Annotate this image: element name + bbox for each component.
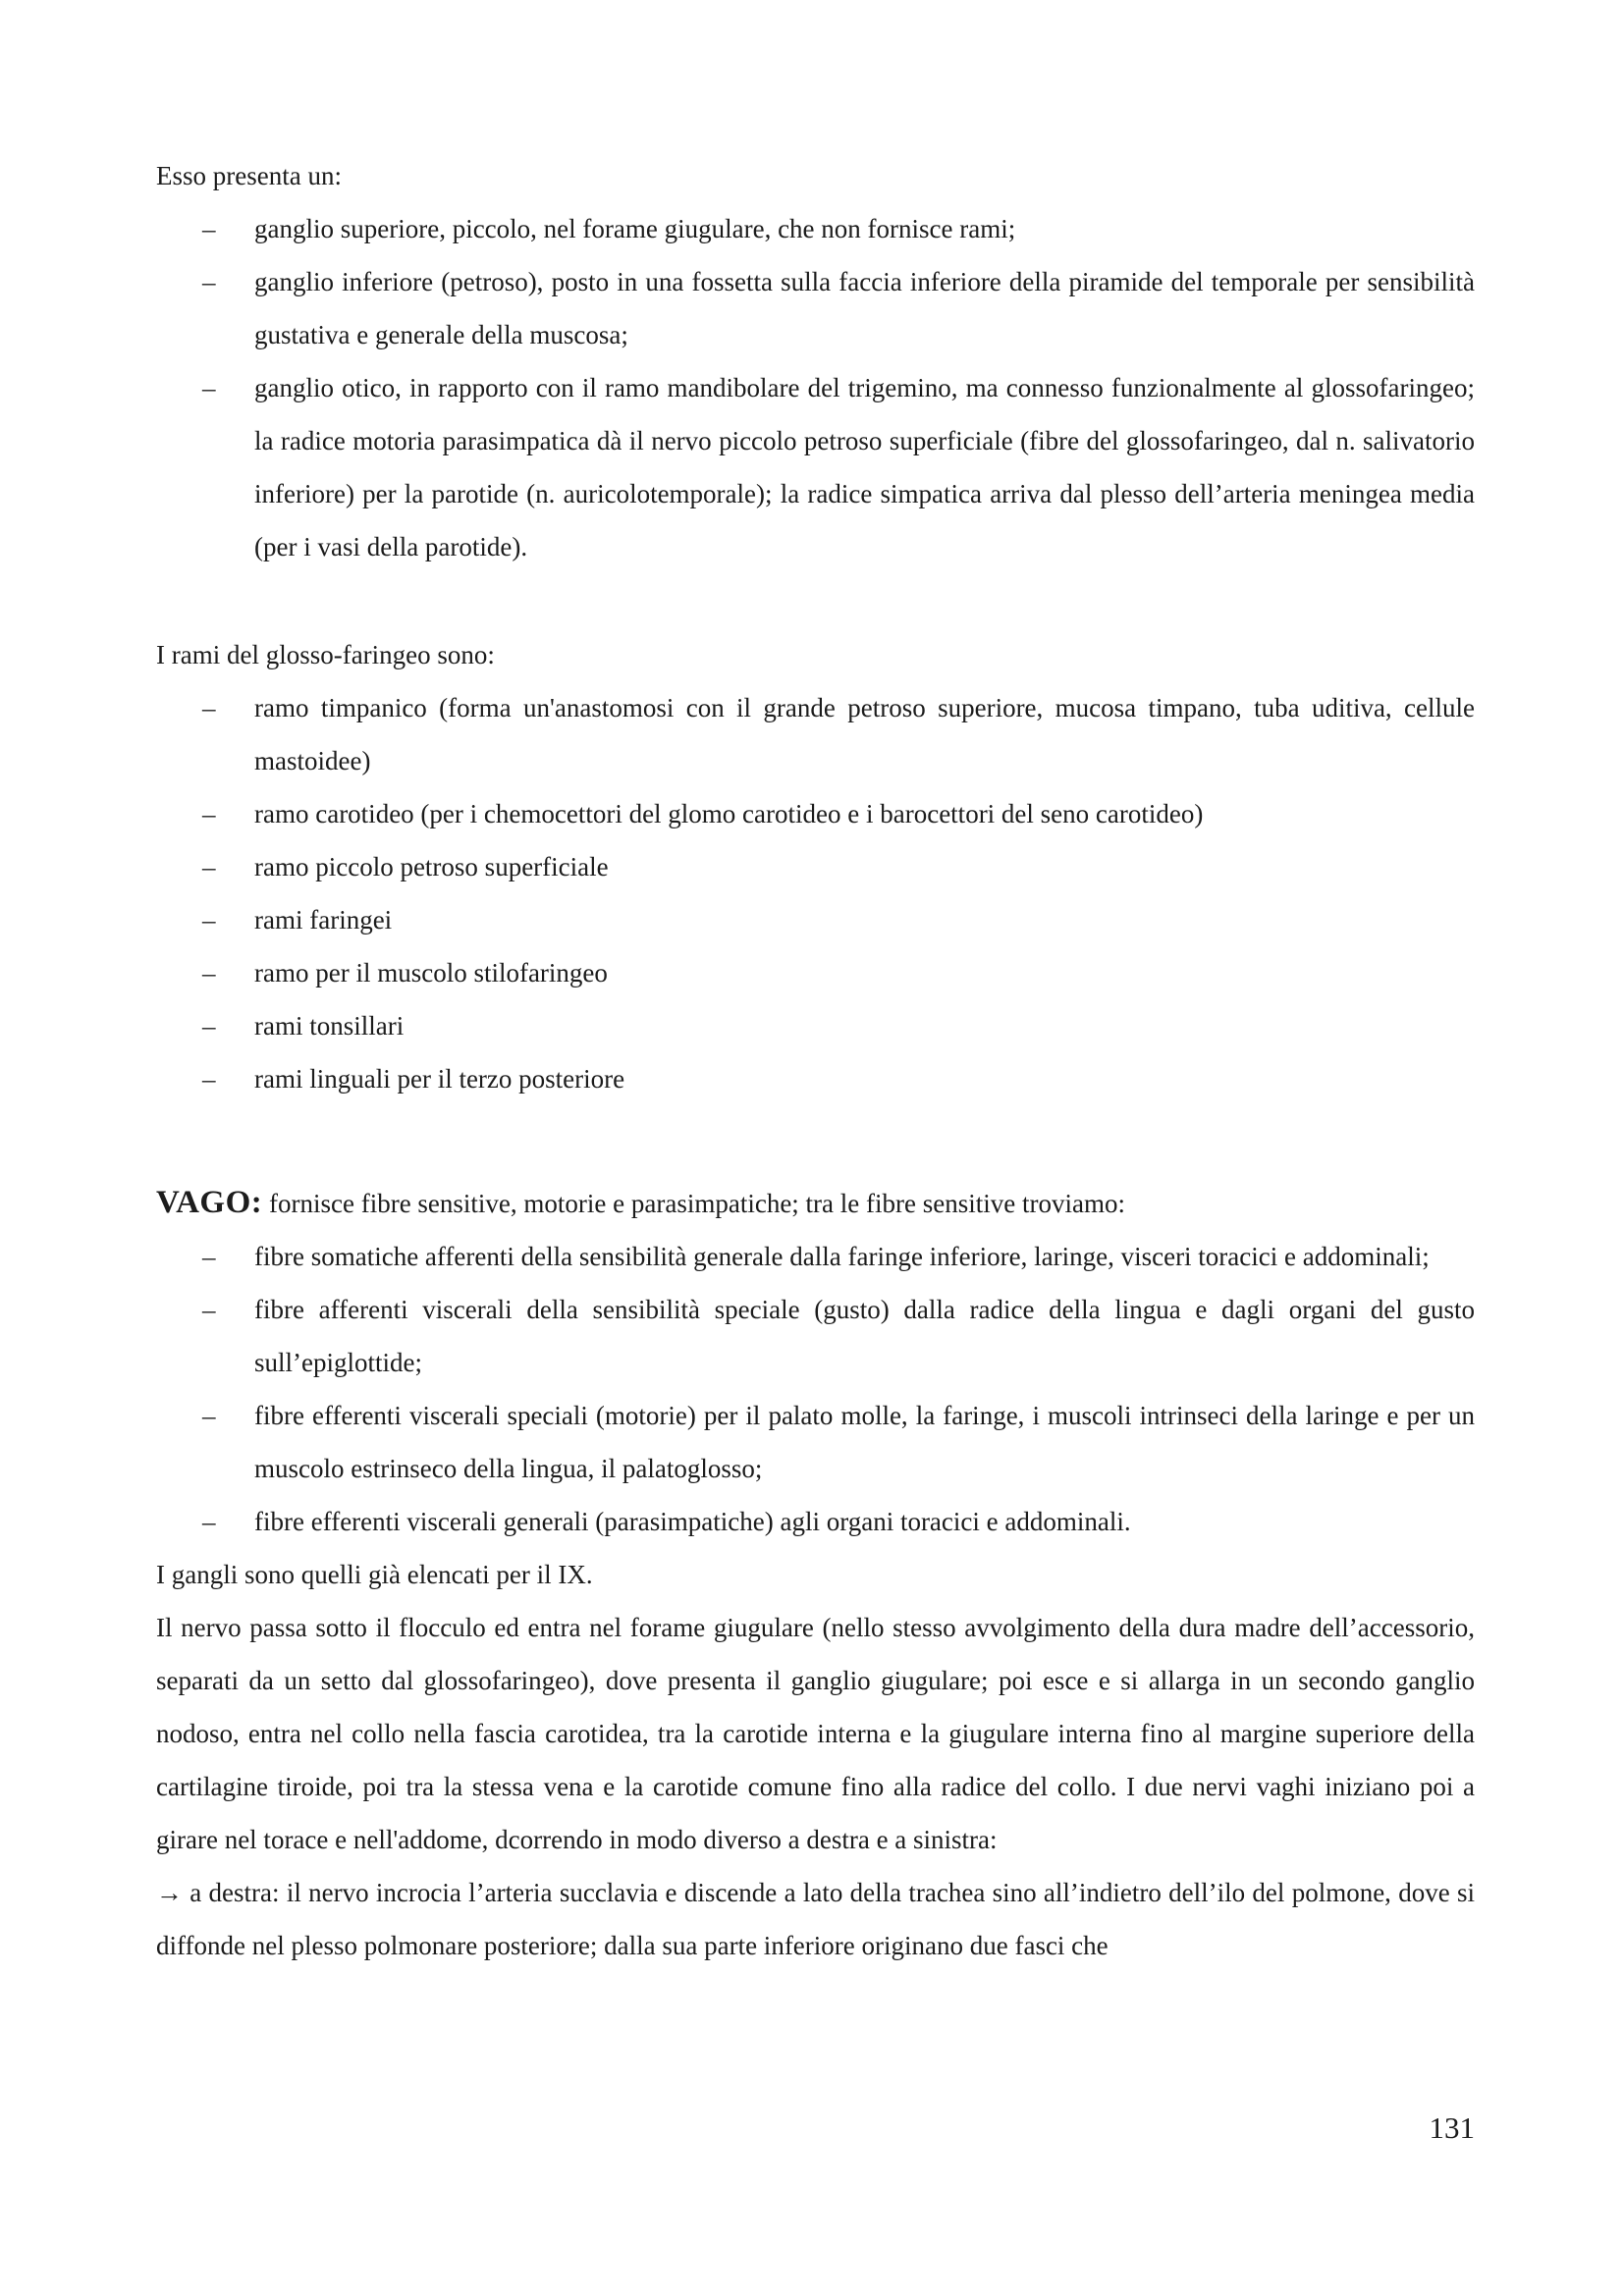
dash-bullet: – (202, 1242, 216, 1271)
list-item-text: fibre afferenti viscerali della sensibilità speciale (gusto) dalla radice della lingua e dagli organi del gusto sull’epiglottide; (254, 1295, 1475, 1377)
list-item-text: ganglio superiore, piccolo, nel forame giugulare, che non fornisce rami; (254, 214, 1016, 243)
dash-bullet: – (202, 905, 216, 934)
list-item (156, 840, 1475, 893)
dash-bullet: – (202, 1064, 216, 1094)
page-content (156, 149, 1475, 1972)
dash-bullet: – (202, 1401, 216, 1430)
list-item-text: rami tonsillari (254, 1011, 405, 1041)
right-side-paragraph: → a destra: il nervo incrocia l’arteria succlavia e discende a lato della trachea sino all’indietro dell’ilo del polmone, dove si diffonde nel plesso polmonare posteriore; dalla sua parte inferiore originano due fasci che (156, 1878, 1475, 1960)
vago-intro-text: fornisce fibre sensitive, motorie e parasimpatiche; tra le fibre sensitive troviamo: (262, 1189, 1125, 1218)
list-item-text: ramo carotideo (per i chemocettori del glomo carotideo e i barocettori del seno carotideo) (254, 799, 1204, 828)
section1-intro: Esso presenta un: (156, 161, 342, 190)
dash-bullet: – (202, 852, 216, 881)
list-item-text: rami linguali per il terzo posteriore (254, 1064, 625, 1094)
dash-bullet: – (202, 214, 216, 243)
list-item (156, 681, 1475, 787)
dash-bullet: – (202, 693, 216, 722)
list-item-text: fibre efferenti viscerali generali (parasimpatiche) agli organi toracici e addominali. (254, 1507, 1131, 1536)
list-item (156, 255, 1475, 361)
spacer (156, 1105, 1475, 1160)
section1-list (156, 202, 1475, 573)
dash-bullet: – (202, 799, 216, 828)
list-item (156, 1389, 1475, 1495)
list-item-text: ramo timpanico (forma un'anastomosi con il grande petroso superiore, mucosa timpano, tuba uditiva, cellule mastoidee) (254, 693, 1475, 775)
list-item-text: ramo per il muscolo stilofaringeo (254, 958, 608, 988)
dash-bullet: – (202, 1011, 216, 1041)
section2-intro: I rami del glosso-faringeo sono: (156, 640, 495, 669)
list-item (156, 999, 1475, 1052)
dash-bullet: – (202, 267, 216, 296)
list-item (156, 893, 1475, 946)
list-item (156, 946, 1475, 999)
list-item-text: rami faringei (254, 905, 393, 934)
dash-bullet: – (202, 1295, 216, 1324)
list-item (156, 361, 1475, 573)
section2-list (156, 681, 1475, 1105)
list-item (156, 1052, 1475, 1105)
list-item-text: fibre somatiche afferenti della sensibilità generale dalla faringe inferiore, laringe, visceri toracici e addominali; (254, 1242, 1430, 1271)
list-item-text: ganglio inferiore (petroso), posto in una fossetta sulla faccia inferiore della piramide del temporale per sensibilità gustativa e generale della muscosa; (254, 267, 1475, 349)
dash-bullet: – (202, 958, 216, 988)
list-item-text: ramo piccolo petroso superficiale (254, 852, 609, 881)
vago-intro (156, 1176, 1475, 1230)
list-item (156, 1283, 1475, 1389)
list-item (156, 1495, 1475, 1548)
list-item (156, 202, 1475, 255)
nerve-course-paragraph: Il nervo passa sotto il flocculo ed entra nel forame giugulare (nello stesso avvolgimento della dura madre dell’accessorio, separati da un setto dal glossofaringeo), dove presenta il ganglio giugulare; poi esce e si allarga in un secondo ganglio nodoso, entra nel collo nella fascia carotidea, tra la carotide interna e la giugulare interna fino al margine superiore della cartilagine tiroide, poi tra la stessa vena e la carotide comune fino alla radice del collo. I due nervi vaghi iniziano poi a girare nel torace e nell'addome, dcorrendo in modo diverso a destra e a sinistra: (156, 1613, 1475, 1854)
dash-bullet: – (202, 373, 216, 402)
section3-list (156, 1230, 1475, 1548)
list-item (156, 787, 1475, 840)
list-item-text: ganglio otico, in rapporto con il ramo mandibolare del trigemino, ma connesso funzionalmente al glossofaringeo; la radice motoria parasimpatica dà il nervo piccolo petroso superficiale (fibre del glossofaringeo, dal n. salivatorio inferiore) per la parotide (n. auricolotemporale); la radice simpatica arriva dal plesso dell’arteria meningea media (per i vasi della parotide). (254, 373, 1475, 561)
spacer (156, 573, 1475, 628)
dash-bullet: – (202, 1507, 216, 1536)
list-item-text: fibre efferenti viscerali speciali (motorie) per il palato molle, la faringe, i muscoli intrinseci della laringe e per un muscolo estrinseco della lingua, il palatoglosso; (254, 1401, 1475, 1483)
ganglia-note: I gangli sono quelli già elencati per il IX. (156, 1560, 593, 1589)
list-item (156, 1230, 1475, 1283)
vago-heading: VAGO: (156, 1185, 263, 1220)
page-number: 131 (1429, 2110, 1475, 2145)
